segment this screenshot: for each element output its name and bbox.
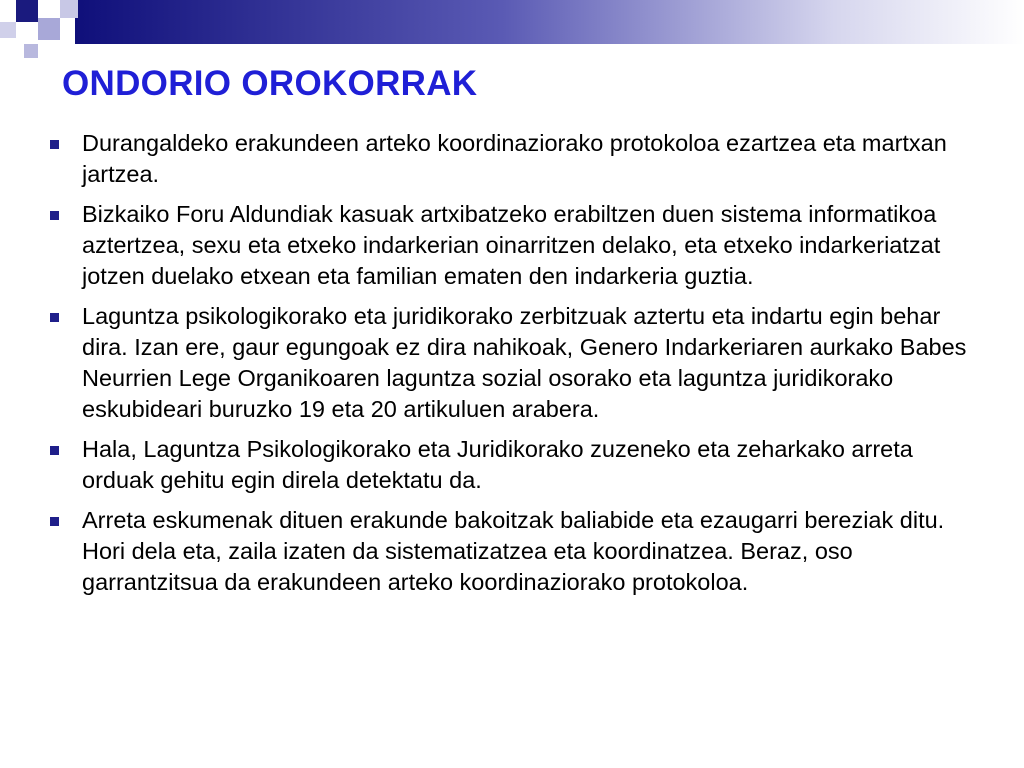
square-bullet-icon	[50, 517, 59, 526]
bullet-text: Durangaldeko erakundeen arteko koordinaziorako protokoloa ezartzea eta martxan jartzea.	[82, 130, 947, 187]
list-item	[44, 301, 984, 425]
bullet-text: Laguntza psikologikorako eta juridikorako zerbitzuak aztertu eta indartu egin behar dira. Izan ere, gaur egungoak ez dira nahikoak, Genero Indarkeriaren aurkako Babes Neurrien Lege Organikoaren laguntza sozial osorako eta laguntza juridikorako eskubideari buruzko 19 eta 20 artikuluen arabera.	[82, 303, 967, 422]
bullet-list	[44, 128, 984, 607]
bullet-text: Hala, Laguntza Psikologikorako eta Juridikorako zuzeneko eta zeharkako arreta orduak gehitu egin direla detektatu da.	[82, 436, 913, 493]
decorative-squares	[0, 0, 80, 64]
list-item	[44, 199, 984, 292]
bullet-text: Bizkaiko Foru Aldundiak kasuak artxibatzeko erabiltzen duen sistema informatikoa aztertzea, sexu eta etxeko indarkerian oinarritzen delako, eta etxeko indarkeriatzat jotzen duelako etxean eta familian ematen den indarkeria guztia.	[82, 201, 941, 289]
slide-title: ONDORIO OROKORRAK	[62, 64, 478, 103]
list-item	[44, 505, 984, 598]
square-bullet-icon	[50, 446, 59, 455]
square-bullet-icon	[50, 140, 59, 149]
list-item	[44, 128, 984, 190]
square-bullet-icon	[50, 211, 59, 220]
square-bullet-icon	[50, 313, 59, 322]
list-item	[44, 434, 984, 496]
bullet-text: Arreta eskumenak dituen erakunde bakoitzak baliabide eta ezaugarri bereziak ditu. Hori dela eta, zaila izaten da sistematizatzea eta koordinatzea. Beraz, oso garrantzitsua da erakundeen arteko koordinaziorako protokoloa.	[82, 507, 945, 595]
header-gradient-band	[75, 0, 1024, 44]
